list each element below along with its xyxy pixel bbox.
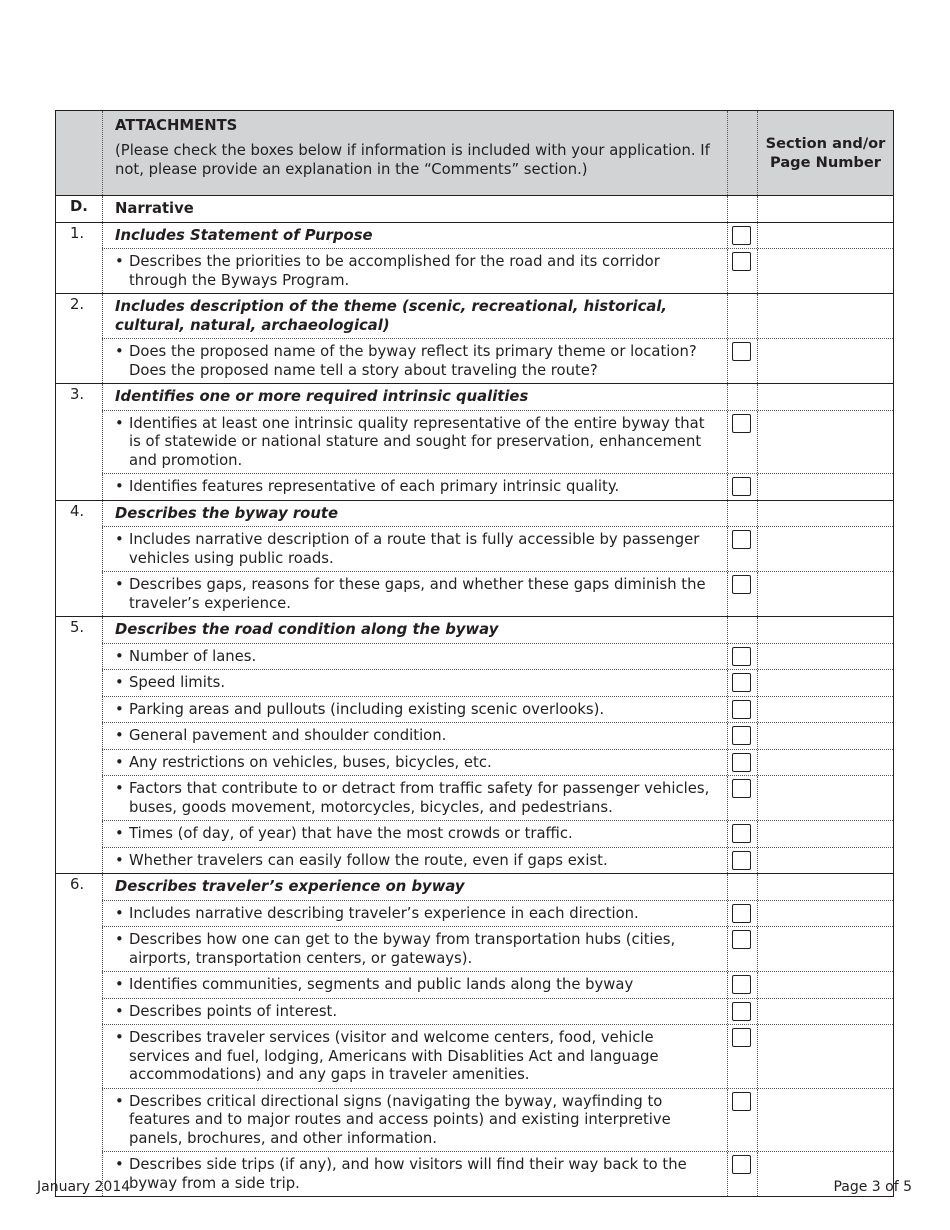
bullet-text: Describes traveler services (visitor and welcome centers, food, vehicle services and fuel, lodging, Americans with Disablities Act and language accommodations) and any gaps in traveler amenities.: [129, 1029, 659, 1083]
checklist-row: [56, 1151, 893, 1196]
item-title-row: [56, 293, 893, 338]
checkbox[interactable]: [732, 673, 751, 692]
footer-page-number: Page 3 of 5: [833, 1179, 912, 1195]
bullet-icon: •: [115, 1029, 124, 1046]
page-number-cell[interactable]: [757, 848, 893, 874]
checklist-row: [56, 749, 893, 776]
bullet-item: [115, 701, 717, 720]
checklist-row: [56, 900, 893, 927]
bullet-text: Includes narrative description of a route that is fully accessible by passenger vehicles using public roads.: [129, 531, 700, 567]
bullet-icon: •: [115, 1092, 124, 1110]
item-title-row: [56, 222, 893, 249]
item-title: Includes description of the theme (scenic, recreational, historical, cultural, natural, archaeological): [102, 294, 727, 338]
item-title: Includes Statement of Purpose: [102, 223, 727, 249]
page-number-cell[interactable]: [757, 572, 893, 616]
attachments-note: (Please check the boxes below if information is included with your application. If not, please provide an explanation in the “Comments” section.): [115, 142, 710, 178]
checklist-row: [56, 1024, 893, 1088]
page-number-cell[interactable]: [757, 223, 893, 249]
page-number-cell[interactable]: [757, 1025, 893, 1088]
checkbox[interactable]: [732, 726, 751, 745]
bullet-item: [115, 415, 717, 471]
page-number-cell[interactable]: [757, 249, 893, 293]
checkbox[interactable]: [732, 1028, 751, 1047]
bullet-icon: •: [115, 976, 124, 993]
bullet-icon: •: [115, 414, 124, 432]
checklist-row: [56, 820, 893, 847]
item-number: 1.: [70, 224, 85, 242]
bullet-icon: •: [115, 253, 124, 270]
bullet-icon: •: [115, 531, 124, 548]
page-number-cell[interactable]: [757, 384, 893, 410]
bullet-icon: •: [115, 1002, 124, 1020]
bullet-icon: •: [115, 343, 124, 360]
checklist-row: [56, 971, 893, 998]
checkbox[interactable]: [732, 1092, 751, 1111]
checklist-row: [56, 775, 893, 820]
checklist-row: [56, 1088, 893, 1152]
item-title-row: [56, 873, 893, 900]
checkbox[interactable]: [732, 226, 751, 245]
bullet-icon: •: [115, 825, 124, 842]
bullet-item: [115, 576, 717, 613]
checkbox[interactable]: [732, 342, 751, 361]
attachments-header: [102, 111, 727, 195]
checkbox[interactable]: [732, 753, 751, 772]
bullet-item: [115, 531, 717, 568]
checklist-row: [56, 571, 893, 616]
page-number-cell[interactable]: [757, 644, 893, 670]
bullet-item: [115, 1003, 717, 1022]
page-number-cell[interactable]: [757, 697, 893, 723]
checklist-row: [56, 410, 893, 474]
checkbox[interactable]: [732, 647, 751, 666]
page-number-cell[interactable]: [757, 527, 893, 571]
bullet-item: [115, 1029, 717, 1085]
bullet-text: Times (of day, of year) that have the most crowds or traffic.: [129, 825, 573, 842]
bullet-text: Includes narrative describing traveler’s experience in each direction.: [129, 904, 639, 922]
bullet-icon: •: [115, 851, 124, 869]
checklist-rows: [56, 222, 893, 1197]
checkbox[interactable]: [732, 477, 751, 496]
bullet-item: [115, 343, 717, 380]
checkbox[interactable]: [732, 851, 751, 870]
checkbox[interactable]: [732, 930, 751, 949]
bullet-icon: •: [115, 478, 124, 495]
bullet-item: [115, 727, 717, 746]
item-title: Identifies one or more required intrinsic qualities: [102, 384, 727, 410]
bullet-item: [115, 253, 717, 290]
item-title-row: [56, 616, 893, 643]
bullet-item: [115, 905, 717, 924]
page-number-cell[interactable]: [757, 411, 893, 474]
item-number: 6.: [70, 876, 85, 893]
checkbox[interactable]: [732, 414, 751, 433]
item-title: Describes the road condition along the byway: [102, 617, 727, 643]
bullet-item: [115, 852, 717, 871]
item-title: Describes the byway route: [102, 501, 727, 527]
attachments-title: ATTACHMENTS: [115, 117, 238, 134]
checklist-row: [56, 722, 893, 749]
bullet-text: Identifies features representative of each primary intrinsic quality.: [129, 478, 620, 495]
page-number-cell[interactable]: [757, 670, 893, 696]
bullet-item: [115, 754, 717, 773]
section-page-column-header: Section and/or Page Number: [757, 111, 893, 195]
bullet-item: [115, 648, 717, 667]
bullet-icon: •: [115, 727, 124, 744]
bullet-text: Number of lanes.: [129, 647, 257, 665]
checklist-row: [56, 998, 893, 1025]
footer-date: January 2014: [37, 1179, 131, 1195]
bullet-icon: •: [115, 931, 124, 948]
bullet-text: Speed limits.: [129, 674, 226, 691]
bullet-text: Describes points of interest.: [129, 1002, 338, 1020]
checklist-row: [56, 926, 893, 971]
bullet-text: Describes how one can get to the byway from transportation hubs (cities, airports, transportation centers, or gateways).: [129, 931, 676, 967]
item-number: 2.: [70, 296, 85, 313]
bullet-text: Describes critical directional signs (navigating the byway, wayfinding to features and to major routes and access points) and existing interpretive panels, brochures, and other information.: [129, 1092, 671, 1147]
checkbox[interactable]: [732, 824, 751, 843]
bullet-icon: •: [115, 904, 124, 922]
bullet-item: [115, 931, 717, 968]
checklist-row: [56, 526, 893, 571]
checkbox[interactable]: [732, 1155, 751, 1174]
page-number-cell[interactable]: [757, 776, 893, 820]
page-number-cell[interactable]: [757, 474, 893, 500]
item-title-row: [56, 500, 893, 527]
section-label: D.: [70, 198, 88, 215]
page-number-cell[interactable]: [757, 501, 893, 527]
checklist-row: [56, 338, 893, 383]
bullet-item: [115, 674, 717, 693]
page-number-cell[interactable]: [757, 750, 893, 776]
page-number-cell[interactable]: [757, 821, 893, 847]
item-title: Describes traveler’s experience on byway: [102, 874, 727, 900]
bullet-icon: •: [115, 576, 124, 593]
bullet-icon: •: [115, 700, 124, 718]
item-number: 4.: [70, 502, 85, 520]
page-number-cell[interactable]: [757, 972, 893, 998]
checklist-row: [56, 473, 893, 500]
checklist-row: [56, 696, 893, 723]
bullet-icon: •: [115, 753, 124, 771]
bullet-item: [115, 1156, 717, 1193]
page-number-cell[interactable]: [757, 999, 893, 1025]
checkbox[interactable]: [732, 904, 751, 923]
bullet-text: Does the proposed name of the byway reflect its primary theme or location? Does the proposed name tell a story about traveling the route?: [129, 343, 697, 379]
checklist-row: [56, 847, 893, 874]
bullet-text: Describes gaps, reasons for these gaps, and whether these gaps diminish the traveler’s experience.: [129, 576, 706, 612]
item-number: 3.: [70, 386, 85, 403]
page-number-cell[interactable]: [757, 927, 893, 971]
page-number-cell[interactable]: [757, 901, 893, 927]
page-number-cell[interactable]: [757, 1089, 893, 1152]
bullet-icon: •: [115, 1156, 124, 1173]
checklist-row: [56, 669, 893, 696]
checkbox[interactable]: [732, 700, 751, 719]
bullet-text: Describes side trips (if any), and how visitors will find their way back to the byway from a side trip.: [129, 1156, 687, 1192]
checklist-row: [56, 643, 893, 670]
item-number: 5.: [70, 619, 85, 636]
checkbox[interactable]: [732, 975, 751, 994]
table-header: [56, 111, 893, 196]
bullet-item: [115, 478, 717, 497]
checkbox[interactable]: [732, 779, 751, 798]
page-number-cell[interactable]: [757, 617, 893, 643]
checkbox[interactable]: [732, 1002, 751, 1021]
page-number-cell[interactable]: [757, 874, 893, 900]
page-number-cell[interactable]: [757, 339, 893, 383]
bullet-icon: •: [115, 780, 124, 797]
item-title-row: [56, 383, 893, 410]
bullet-text: Whether travelers can easily follow the route, even if gaps exist.: [129, 851, 608, 869]
bullet-text: Identifies communities, segments and public lands along the byway: [129, 976, 634, 993]
section-title: Narrative: [102, 196, 727, 222]
bullet-icon: •: [115, 647, 124, 665]
bullet-text: Any restrictions on vehicles, buses, bicycles, etc.: [129, 753, 492, 771]
page-number-cell[interactable]: [757, 723, 893, 749]
bullet-item: [115, 1093, 717, 1149]
bullet-item: [115, 825, 717, 844]
checkbox[interactable]: [732, 575, 751, 594]
page-number-cell[interactable]: [757, 294, 893, 338]
bullet-text: Describes the priorities to be accomplished for the road and its corridor through the Byways Program.: [129, 253, 660, 289]
bullet-item: [115, 976, 717, 995]
bullet-item: [115, 780, 717, 817]
bullet-text: Identifies at least one intrinsic quality representative of the entire byway that is of statewide or national stature and sought for preservation, enhancement and promotion.: [129, 414, 705, 469]
attachments-checklist-table: [55, 110, 894, 1197]
bullet-text: General pavement and shoulder condition.: [129, 727, 447, 744]
bullet-text: Parking areas and pullouts (including existing scenic overlooks).: [129, 700, 605, 718]
bullet-icon: •: [115, 674, 124, 691]
bullet-text: Factors that contribute to or detract from traffic safety for passenger vehicles, buses, goods movement, motorcycles, bicycles, and pedestrians.: [129, 780, 710, 816]
section-row: [56, 196, 893, 222]
checkbox[interactable]: [732, 530, 751, 549]
checkbox[interactable]: [732, 252, 751, 271]
checklist-row: [56, 248, 893, 293]
